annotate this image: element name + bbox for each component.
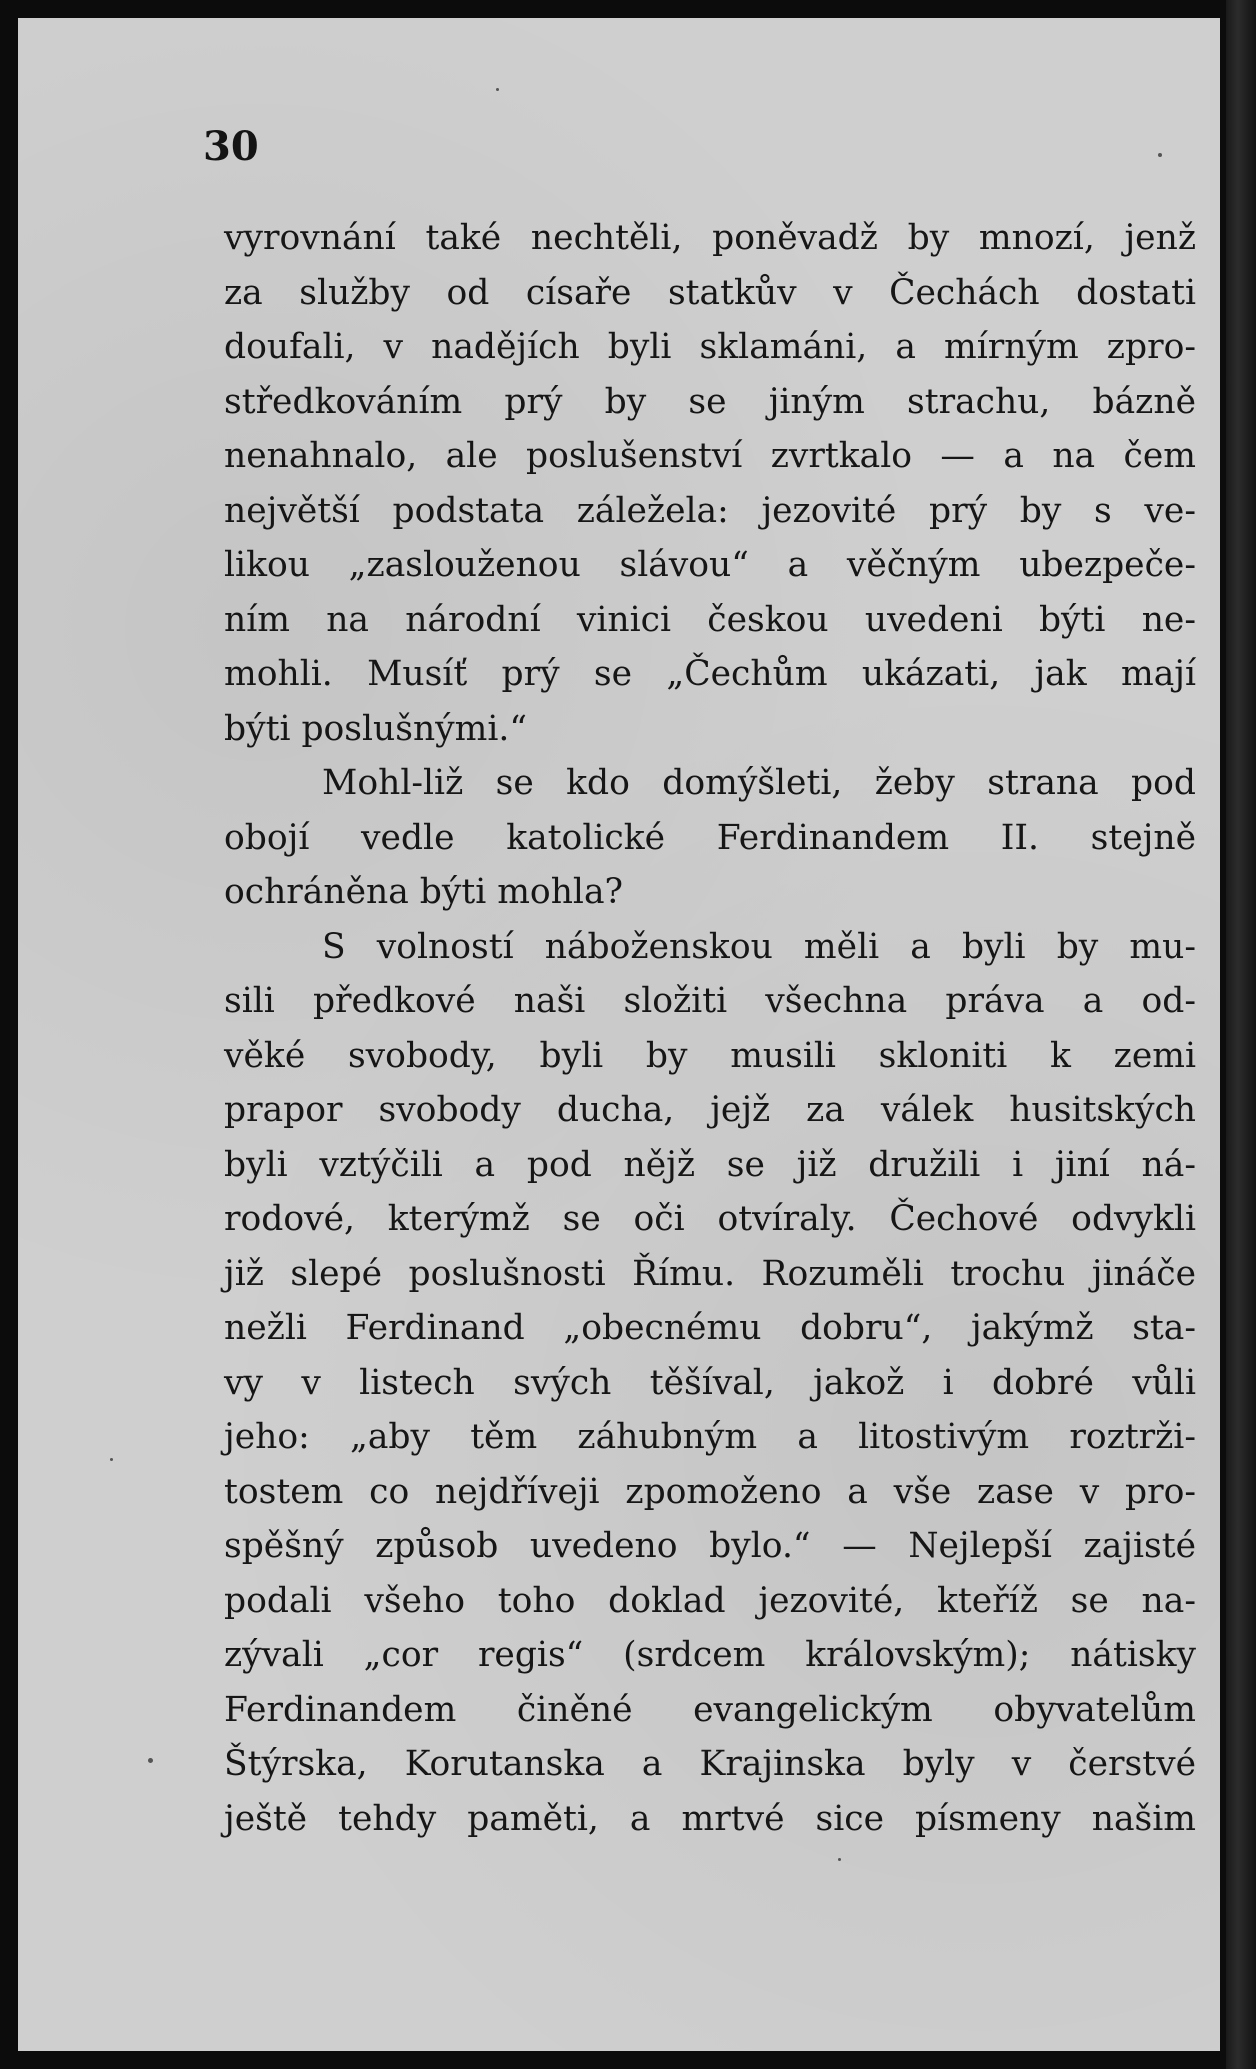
text-line: nežli Ferdinand „obecnému dobru“, jakýmž sta- xyxy=(224,1308,1196,1348)
page-number: 30 xyxy=(203,123,259,170)
text-line: vy v listech svých těšíval, jakož i dobré vůli xyxy=(224,1362,1196,1403)
print-speck xyxy=(496,88,499,91)
print-speck xyxy=(148,1758,153,1763)
text-line: mohli. Musíť prý se „Čechům ukázati, jak mají xyxy=(224,654,1196,694)
text-line: již slepé poslušnosti Římu. Rozuměli trochu jináče xyxy=(224,1253,1196,1294)
text-line: doufali, v nadějích byli sklamáni, a mírným zpro- xyxy=(224,327,1196,367)
text-line: spěšný způsob uvedeno bylo.“ — Nejlepší zajisté xyxy=(224,1526,1196,1566)
text-line: největší podstata záležela: jezovité prý by s ve- xyxy=(224,490,1196,531)
print-speck xyxy=(838,1858,841,1861)
text-line: byli vztýčili a pod nějž se již družili i jiní ná- xyxy=(224,1144,1196,1185)
text-line: prapor svobody ducha, jejž za válek husitských xyxy=(224,1090,1196,1130)
text-line: Mohl-liž se kdo domýšleti, žeby strana pod xyxy=(322,763,1196,803)
text-line: věké svobody, byli by musili skloniti k zemi xyxy=(224,1035,1196,1076)
text-line: S volností náboženskou měli a byli by mu- xyxy=(322,926,1196,967)
text-line: nenahnalo, ale poslušenství zvrtkalo — a na čem xyxy=(224,436,1196,476)
print-speck xyxy=(110,1458,113,1461)
text-line: vyrovnání také nechtěli, poněvadž by mnozí, jenž xyxy=(224,218,1196,258)
text-line: likou „zaslouženou slávou“ a věčným ubezpeče- xyxy=(224,545,1196,585)
text-line: ještě tehdy paměti, a mrtvé sice písmeny našim xyxy=(224,1798,1196,1839)
text-line: sili předkové naši složiti všechna práva a od- xyxy=(224,981,1196,1021)
text-line: Štýrska, Korutanska a Krajinska byly v čerstvé xyxy=(224,1744,1196,1784)
text-line: zývali „cor regis“ (srdcem královským); nátisky xyxy=(224,1635,1196,1675)
text-line: obojí vedle katolické Ferdinandem II. stejně xyxy=(224,817,1196,858)
text-line: podali všeho toho doklad jezovité, kteříž se na- xyxy=(224,1580,1196,1621)
body-text xyxy=(224,211,1196,1846)
page-edge-shadow xyxy=(1226,0,1256,2069)
text-line: rodové, kterýmž se oči otvíraly. Čechové odvykli xyxy=(224,1199,1196,1239)
text-line: za služby od císaře statkův v Čechách dostati xyxy=(224,272,1196,313)
text-line: Ferdinandem činěné evangelickým obyvatelům xyxy=(224,1689,1196,1730)
text-line: tostem co nejdříveji zpomoženo a vše zase v pro- xyxy=(224,1471,1196,1512)
text-line: jeho: „aby těm záhubným a litostivým roztrži- xyxy=(224,1417,1196,1457)
text-line: býti poslušnými.“ xyxy=(224,708,528,749)
book-page xyxy=(18,18,1220,2051)
text-line: ním na národní vinici českou uvedeni býti ne- xyxy=(224,599,1196,640)
text-line: ochráněna býti mohla? xyxy=(224,872,624,912)
print-speck xyxy=(1158,153,1162,157)
text-line: středkováním prý by se jiným strachu, bázně xyxy=(224,381,1196,422)
